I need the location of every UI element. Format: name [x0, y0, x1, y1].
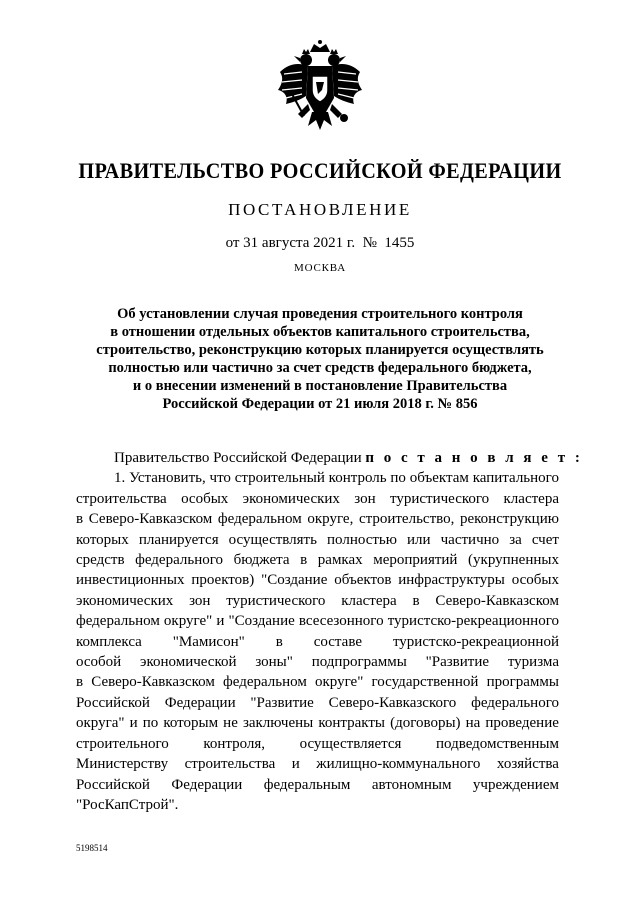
- body-word: федеральном: [217, 511, 302, 528]
- body-word: полностью: [327, 531, 397, 548]
- body-line: [76, 591, 559, 611]
- body-word: строительства: [76, 490, 167, 507]
- body-word: объектов: [334, 572, 392, 589]
- body-line: [76, 734, 559, 754]
- body-word: заключены: [242, 715, 314, 732]
- body-word: (укрупненных: [468, 552, 559, 569]
- body-word: Российской: [76, 776, 150, 793]
- body-word: и: [291, 756, 300, 773]
- body-line: [76, 713, 559, 733]
- body-word: бюджета: [233, 552, 290, 569]
- body-word: экономических: [76, 592, 174, 609]
- body-word: кластера: [503, 490, 559, 507]
- body-word: Установить,: [129, 470, 206, 487]
- body-word: округе,: [307, 511, 354, 528]
- body-word: кластера: [341, 592, 397, 609]
- body-word: контроль: [328, 470, 387, 487]
- body-word: государственной: [371, 674, 479, 691]
- body-word: федерального: [471, 694, 559, 711]
- body-word: капитального: [472, 470, 559, 487]
- body-word: "Создание: [261, 572, 328, 589]
- body-word: за: [509, 531, 522, 548]
- body-word: частично: [440, 531, 500, 548]
- body-word: зон: [354, 490, 376, 507]
- body-word: которым: [163, 715, 219, 732]
- body-line: "РосКапСтрой".: [76, 796, 179, 813]
- body-word: зон: [189, 592, 211, 609]
- body-word: федерального: [135, 552, 224, 569]
- body-word: округе": [315, 674, 364, 691]
- body-word: жилищно-коммунального: [316, 756, 481, 773]
- body-line: [76, 570, 559, 590]
- body-word: в: [275, 633, 283, 650]
- body-word: счет: [531, 531, 559, 548]
- body-word: "Мамисон": [172, 633, 245, 650]
- document-title: [80, 305, 560, 413]
- title-line: и о внесении изменений в постановление Правительства: [132, 378, 508, 394]
- body-word: округа": [76, 715, 125, 732]
- preamble-emphasis: п о с т а н о в л я е т :: [365, 450, 583, 466]
- body-word: хозяйства: [496, 756, 559, 773]
- body-word: туристического: [226, 592, 326, 609]
- body-word: зоны": [255, 654, 293, 671]
- body-word: Российской: [76, 694, 150, 711]
- document-body: [76, 448, 583, 815]
- body-word: особой: [76, 654, 122, 671]
- body-word: Министерству: [76, 756, 169, 773]
- body-word: на: [465, 715, 481, 732]
- title-line: Российской Федерации от 21 июля 2018 г. № 856: [162, 396, 478, 412]
- body-line: [76, 489, 559, 509]
- date-number-line: от 31 августа 2021 г. № 1455: [225, 235, 415, 251]
- body-word: мероприятий: [373, 552, 458, 569]
- body-word: что: [209, 470, 231, 487]
- document-type: ПОСТАНОВЛЕНИЕ: [228, 200, 412, 219]
- body-line: [76, 530, 559, 550]
- body-word: рамках: [317, 552, 363, 569]
- body-word: федеральном: [76, 613, 160, 630]
- body-word: контракты: [318, 715, 386, 732]
- body-word: подпрограммы: [311, 654, 407, 671]
- body-word: экономических: [242, 490, 340, 507]
- body-word: по: [390, 470, 406, 487]
- body-word: программы: [486, 674, 559, 691]
- body-word: реконструкцию: [459, 511, 559, 528]
- title-line: полностью или частично за счет средств федерального бюджета,: [108, 360, 532, 376]
- body-word: в: [412, 592, 420, 609]
- body-word: строительство,: [358, 511, 455, 528]
- body-word: в: [76, 511, 84, 528]
- body-word: туристического: [390, 490, 490, 507]
- body-line: [76, 468, 559, 488]
- city: МОСКВА: [294, 262, 346, 274]
- body-word: инфраструктуры: [398, 572, 505, 589]
- body-word: проведение: [485, 715, 559, 732]
- body-word: учреждением: [472, 776, 559, 793]
- body-word: строительный: [234, 470, 325, 487]
- body-word: туристско-рекреационной: [392, 633, 559, 650]
- body-word: и: [216, 613, 225, 630]
- body-word: "Развитие: [425, 654, 490, 671]
- preamble-text: Правительство Российской Федерации: [114, 450, 362, 466]
- body-word: федеральном: [223, 674, 307, 691]
- body-word: инвестиционных: [76, 572, 185, 589]
- body-line: [76, 754, 559, 774]
- body-word: комплекса: [76, 633, 142, 650]
- body-word: Федерации: [171, 776, 243, 793]
- body-word: автономным: [371, 776, 452, 793]
- body-word: или: [407, 531, 431, 548]
- body-word: строительства: [184, 756, 276, 773]
- body-word: туристско-рекреационного: [387, 613, 559, 630]
- body-word: всесезонного: [298, 613, 384, 630]
- body-word: Северо-Кавказском: [435, 592, 559, 609]
- preamble: [76, 448, 583, 468]
- body-word: федеральным: [263, 776, 351, 793]
- body-line: [76, 611, 559, 631]
- body-line: [76, 672, 559, 692]
- body-word: туризма: [507, 654, 559, 671]
- body-word: округе": [163, 613, 213, 630]
- body-word: "Развитие: [250, 694, 314, 711]
- body-word: особых: [511, 572, 559, 589]
- body-word: средств: [76, 552, 125, 569]
- body-word: подведомственным: [435, 735, 559, 752]
- body-word: Северо-Кавказском: [88, 511, 213, 528]
- body-word: контроля,: [203, 735, 266, 752]
- body-word: (договоры): [390, 715, 461, 732]
- body-word: экономической: [140, 654, 237, 671]
- government-name: ПРАВИТЕЛЬСТВО РОССИЙСКОЙ ФЕДЕРАЦИИ: [78, 158, 562, 183]
- body-word: в: [300, 552, 308, 569]
- body-word: Северо-Кавказского: [328, 694, 457, 711]
- body-word: "Создание: [228, 613, 295, 630]
- body-word: особых: [181, 490, 229, 507]
- title-line: Об установлении случая проведения строительного контроля: [117, 306, 523, 322]
- body-line: [76, 775, 559, 795]
- body-line: [76, 632, 559, 652]
- title-line: строительство, реконструкцию которых планируется осуществлять: [96, 342, 544, 358]
- body-line: [76, 509, 559, 529]
- body-word: осуществляется: [299, 735, 402, 752]
- body-word: Федерации: [164, 694, 236, 711]
- body-line: [76, 652, 559, 672]
- body-word: Северо-Кавказском: [91, 674, 215, 691]
- body-word: по: [142, 715, 159, 732]
- body-word: не: [223, 715, 238, 732]
- title-line: в отношении отдельных объектов капитального строительства,: [110, 324, 530, 340]
- body-word: составе: [313, 633, 362, 650]
- body-word: и: [129, 715, 138, 732]
- coat-of-arms-emblem: [268, 38, 372, 142]
- body-word: которых: [76, 531, 129, 548]
- body-word: объектам: [409, 470, 469, 487]
- document-number: 5198514: [76, 843, 108, 853]
- body-line: [76, 550, 559, 570]
- body-word: планируется: [138, 531, 219, 548]
- body-word: строительного: [76, 735, 169, 752]
- body-line: [76, 693, 559, 713]
- body-word: проектов): [191, 572, 255, 589]
- body-word: осуществлять: [228, 531, 317, 548]
- body-word: 1.: [114, 470, 126, 487]
- body-word: в: [76, 674, 84, 691]
